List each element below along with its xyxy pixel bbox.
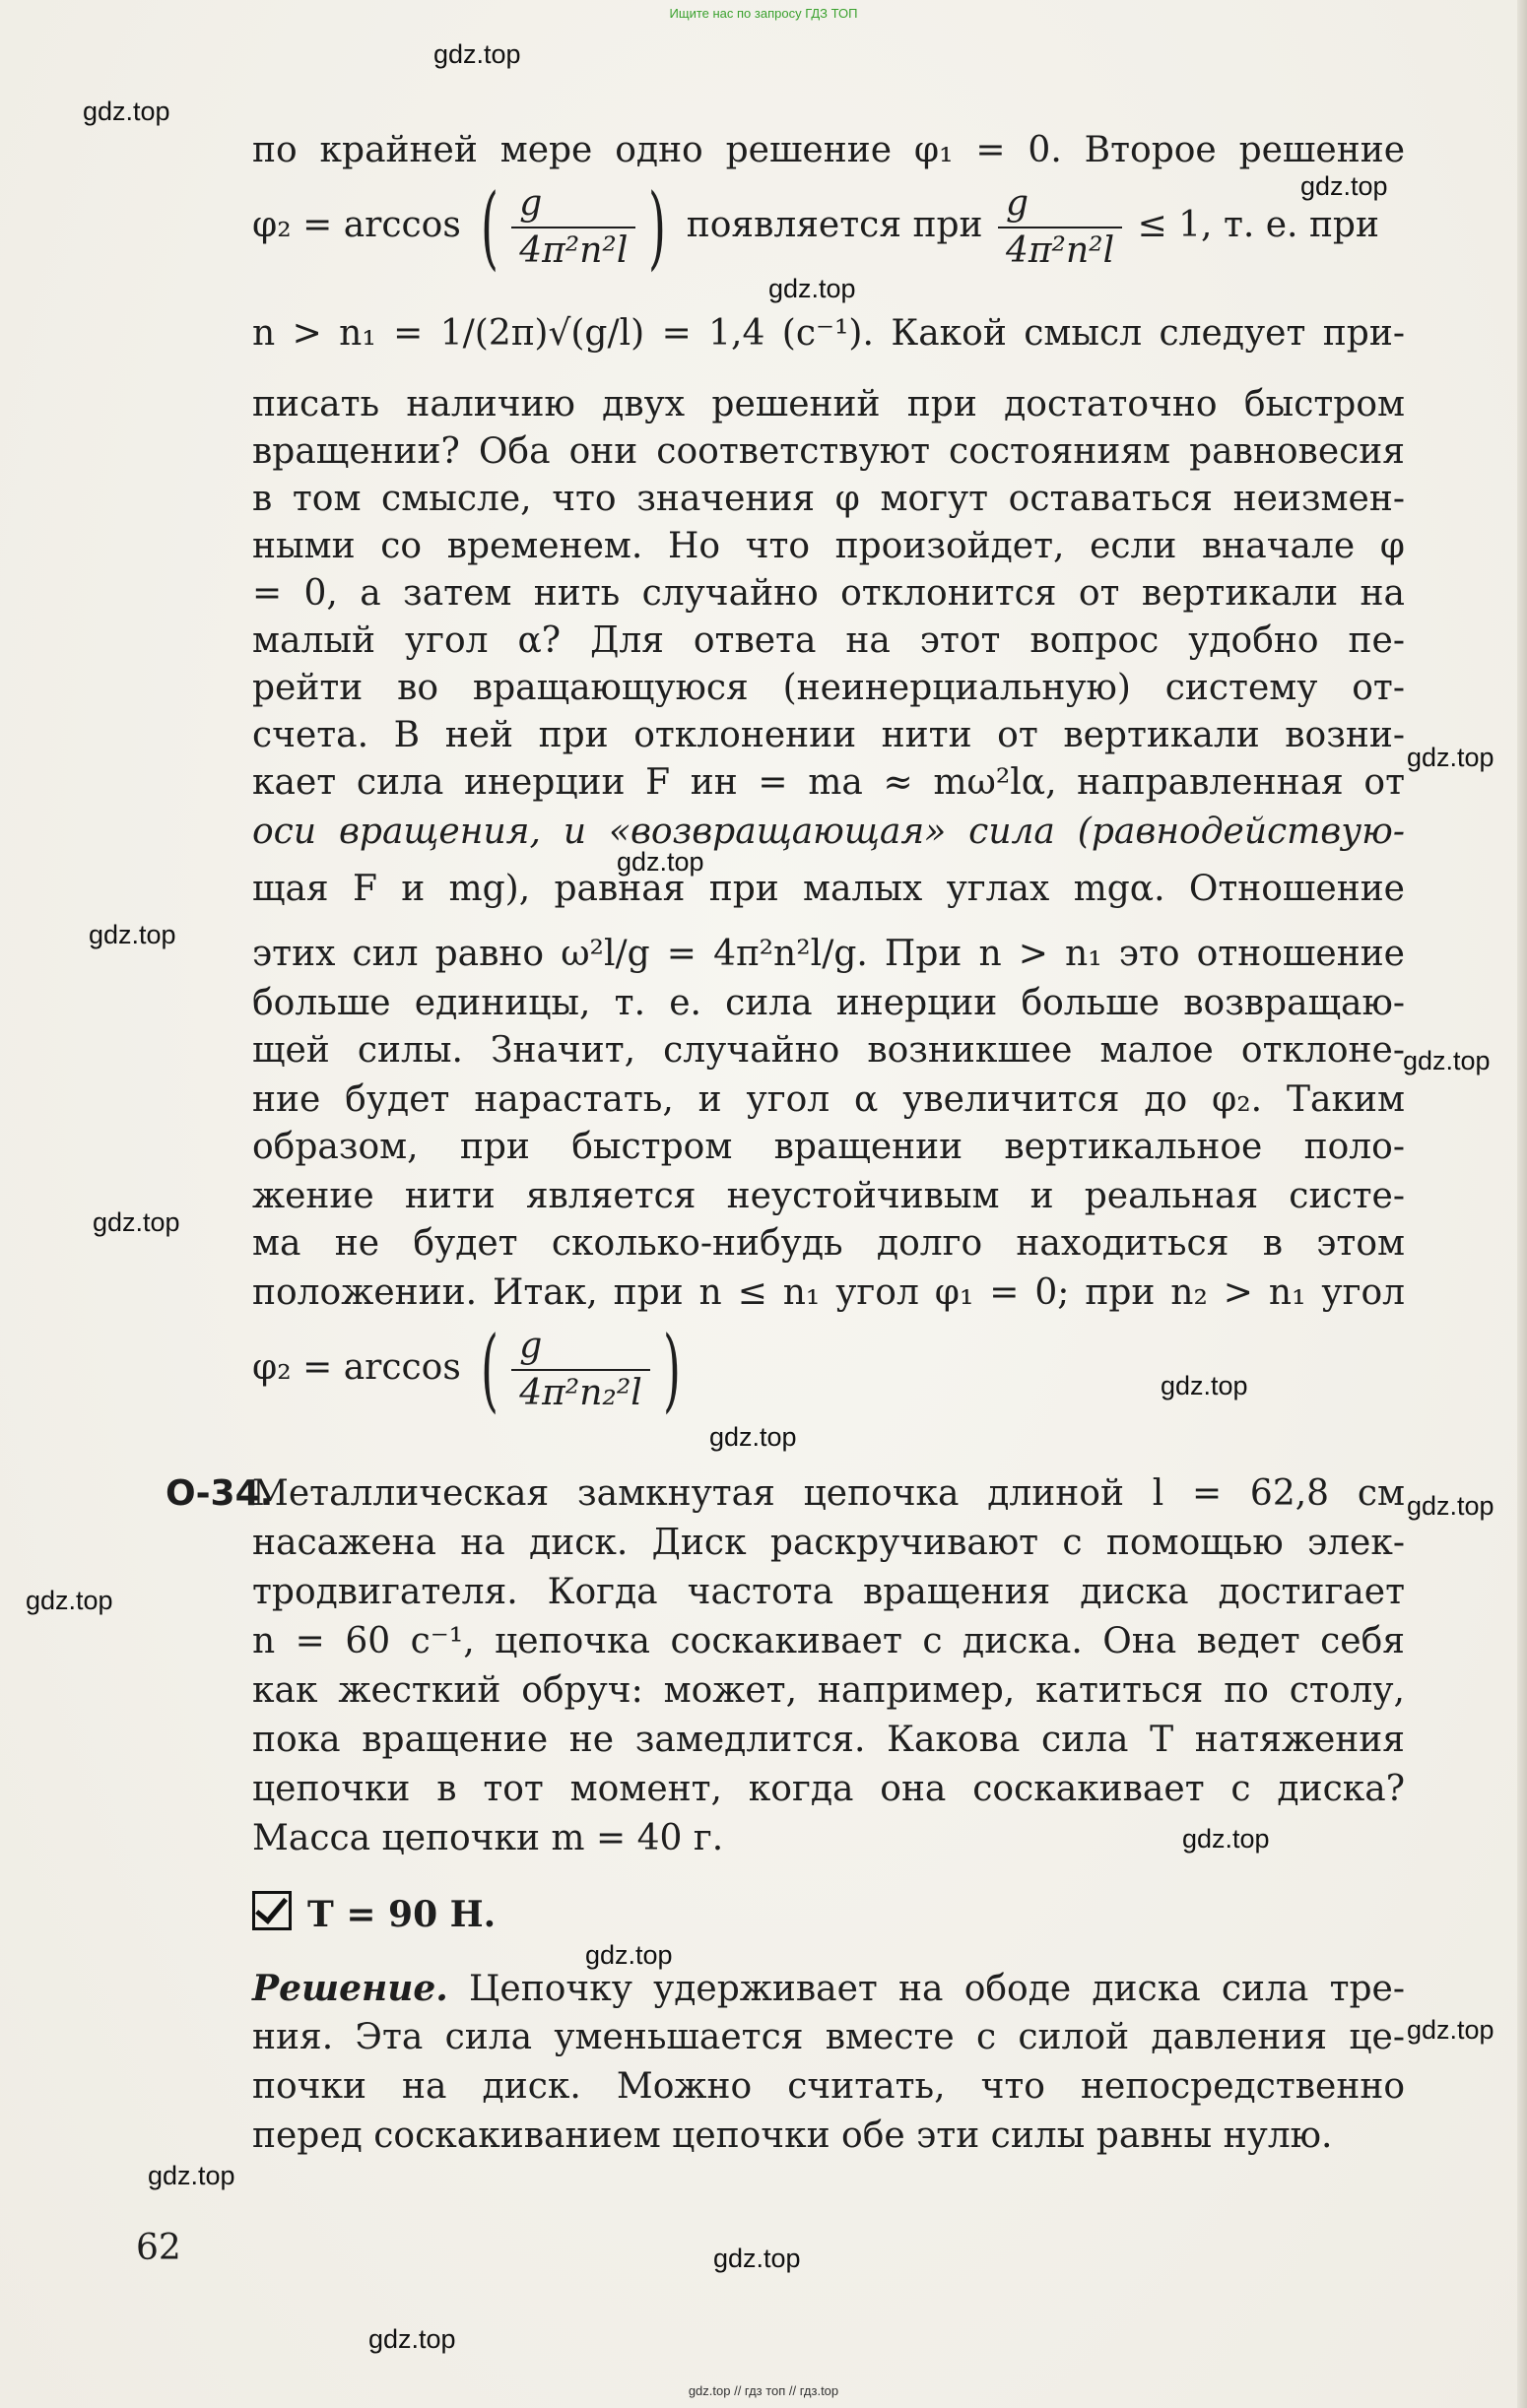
solution-line: ния. Эта сила уменьшается вместе с силой давления це-: [252, 2017, 1405, 2057]
text-line: вращении? Оба они соответствуют состояниям равновесия: [252, 431, 1405, 472]
top-banner[interactable]: Ищите нас по запросу ГДЗ ТОП: [669, 6, 858, 21]
watermark: gdz.top: [1403, 1046, 1491, 1075]
watermark: gdz.top: [368, 2324, 456, 2354]
watermark: gdz.top: [713, 2244, 801, 2273]
text-line: рейти во вращающуюся (неинерциальную) систему от-: [252, 668, 1405, 708]
page-spine: [1517, 0, 1527, 2408]
watermark: gdz.top: [89, 920, 176, 949]
watermark: gdz.top: [1300, 171, 1388, 201]
problem-line: тродвигателя. Когда частота вращения диска достигает: [252, 1572, 1405, 1612]
fraction-numerator: g: [998, 181, 1122, 228]
paren-left: (: [481, 1317, 499, 1422]
problem-line: Металлическая замкнутая цепочка длиной l = 62,8 см: [252, 1473, 1405, 1514]
problem-line: насажена на диск. Диск раскручивают с помощью элек-: [252, 1523, 1405, 1563]
watermark: gdz.top: [1182, 1824, 1270, 1854]
text-line: ние будет нарастать, и угол α увеличится до φ₂. Таким: [252, 1079, 1405, 1120]
problem-line: цепочки в тот момент, когда она соскакивает с диска?: [252, 1769, 1405, 1809]
watermark: gdz.top: [83, 97, 170, 126]
solution-label: Решение.: [252, 1968, 448, 2009]
fraction-denominator: 4π²n₂²l: [519, 1373, 642, 1413]
problem-line: Масса цепочки m = 40 г.: [252, 1818, 724, 1858]
problem-line: пока вращение не замедлится. Какова сила T натяжения: [252, 1720, 1405, 1760]
paren-left: (: [481, 174, 499, 280]
text-line: писать наличию двух решений при достаточно быстром: [252, 384, 1405, 424]
text-line: этих сил равно ω²l/g = 4π²n²l/g. При n > n₁ это отношение: [252, 934, 1405, 974]
fraction-numerator: g: [511, 1324, 650, 1371]
problem-line: как жесткий обруч: может, например, катиться по столу,: [252, 1670, 1405, 1711]
page-number: 62: [136, 2228, 181, 2268]
text-line: жение нити является неустойчивым и реальная систе-: [252, 1176, 1405, 1216]
text-line: малый угол α? Для ответа на этот вопрос удобно пе-: [252, 620, 1405, 661]
problem-line: n = 60 с⁻¹, цепочка соскакивает с диска. Она ведет себя: [252, 1621, 1405, 1661]
watermark: gdz.top: [433, 39, 521, 69]
fraction-denominator: 4π²n²l: [519, 230, 629, 271]
text-line: по крайней мере одно решение φ₁ = 0. Второе решение: [252, 130, 1405, 170]
text-line: оси вращения, и «возвращающая» сила (равнодействую-: [252, 812, 1405, 852]
watermark: gdz.top: [1407, 1491, 1494, 1521]
watermark: gdz.top: [1161, 1371, 1248, 1400]
text-line: образом, при быстром вращении вертикальное поло-: [252, 1127, 1405, 1167]
text-line: в том смысле, что значения φ могут оставаться неизмен-: [252, 479, 1405, 519]
text-line: счета. В ней при отклонении нити от вертикали возни-: [252, 715, 1405, 755]
text-line: положении. Итак, при n ≤ n₁ угол φ₁ = 0; при n₂ > n₁ угол: [252, 1272, 1405, 1313]
paren-right: ): [662, 1317, 681, 1422]
fraction-numerator: g: [511, 181, 635, 228]
watermark: gdz.top: [93, 1207, 180, 1237]
fraction: [998, 181, 1122, 274]
formula-lhs: φ₂ = arccos: [252, 205, 461, 245]
watermark: gdz.top: [709, 1422, 797, 1452]
watermark: gdz.top: [1407, 743, 1494, 772]
formula-line: [252, 174, 1405, 290]
answer: T = 90 Н.: [307, 1894, 497, 1935]
watermark: gdz.top: [617, 847, 704, 877]
text-fragment: ≤ 1, т. е. при: [1137, 205, 1379, 245]
text-fragment: появляется при: [686, 205, 983, 245]
solution-line: перед соскакиванием цепочки обе эти силы равны нулю.: [252, 2115, 1333, 2156]
answer-line: [252, 1891, 1405, 1937]
formula-line: [252, 1317, 1405, 1432]
formula-lhs: φ₂ = arccos: [252, 1347, 461, 1388]
solution-line: почки на диск. Можно считать, что непосредственно: [252, 2066, 1405, 2107]
footer-links[interactable]: gdz.top // гдз топ // гдз.top: [688, 2383, 839, 2398]
text-line: щей силы. Значит, случайно возникшее малое отклоне-: [252, 1030, 1405, 1071]
watermark: gdz.top: [768, 274, 856, 303]
text-line: больше единицы, т. е. сила инерции больше возвращаю-: [252, 983, 1405, 1023]
text-line: ма не будет сколько-нибудь долго находиться в этом: [252, 1223, 1405, 1264]
watermark: gdz.top: [26, 1586, 113, 1615]
paren-right: ): [648, 174, 667, 280]
text-line: n > n₁ = 1/(2π)√(g/l) = 1,4 (с⁻¹). Какой смысл следует при-: [252, 313, 1405, 354]
fraction-denominator: 4π²n²l: [1005, 230, 1115, 271]
solution-text: Цепочку удерживает на ободе диска сила тре-: [469, 1969, 1405, 2009]
problem-label: О-34.: [166, 1473, 274, 1514]
fraction: [511, 181, 635, 274]
text-line: кает сила инерции F ин = ma ≈ mω²lα, направленная от: [252, 762, 1405, 803]
text-line: ными со временем. Но что произойдет, если вначале φ: [252, 526, 1405, 566]
text-line: = 0, а затем нить случайно отклонится от вертикали на: [252, 573, 1405, 614]
watermark: gdz.top: [1407, 2015, 1494, 2045]
text-line: щая F и mg), равная при малых углах mgα. Отношение: [252, 869, 1405, 909]
fraction: [511, 1324, 650, 1416]
watermark: gdz.top: [148, 2161, 235, 2190]
solution-line: [252, 1966, 1405, 2012]
watermark: gdz.top: [585, 1940, 673, 1970]
checkmark-icon: [252, 1891, 292, 1930]
